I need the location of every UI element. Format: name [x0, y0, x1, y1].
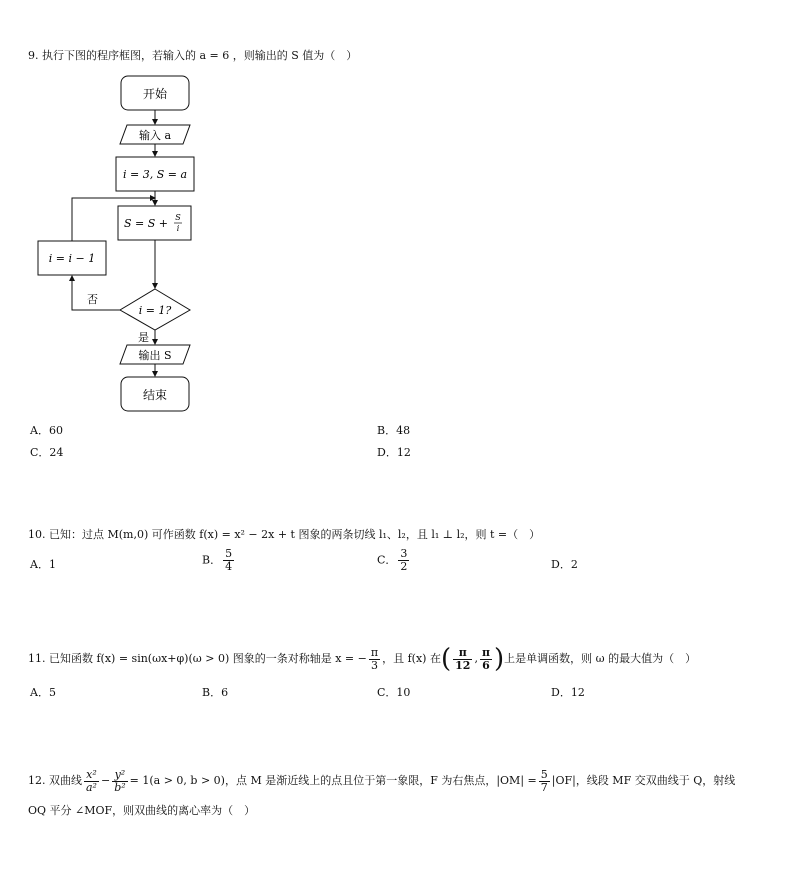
- q9-stem: 9. 执行下图的程序框图，若输入的 a = 6 ，则输出的 S 值为（ ）: [28, 49, 358, 62]
- q10-option-b-frac: [223, 548, 234, 573]
- q12-frac-y-den: b²: [114, 780, 126, 794]
- q10-option-a[interactable]: [30, 556, 56, 572]
- q11-frac-b-num: π: [481, 645, 490, 659]
- q10-option-d-value: 2: [570, 558, 578, 571]
- q10-option-b-num: 5: [225, 547, 233, 560]
- q10-option-c[interactable]: [377, 548, 411, 573]
- q12-frac-y-num: y²: [112, 769, 127, 782]
- q10-option-c-frac: [398, 548, 409, 573]
- q11-frac-pi3: [369, 647, 380, 672]
- q12-minus: −: [100, 774, 111, 787]
- flow-end-label: 结束: [142, 388, 168, 402]
- flow-start-label: 开始: [142, 87, 168, 101]
- q12-frac-57-den: 7: [540, 780, 548, 794]
- q12-text-3: |OF|，线段 MF 交双曲线于 Q，射线: [551, 774, 736, 787]
- flow-update-i-label: i = i − 1: [48, 252, 96, 265]
- flow-no-label: 否: [87, 293, 98, 306]
- q9-flowchart: [30, 70, 230, 415]
- flow-input-label: 输入 a: [138, 129, 172, 142]
- q10-option-b-den: 4: [225, 560, 233, 573]
- flow-update-s-num: S: [175, 213, 181, 222]
- q9-option-d[interactable]: D．12: [377, 446, 411, 459]
- q11-frac-pi3-den: 3: [370, 658, 378, 672]
- q11-option-c[interactable]: C．10: [377, 686, 411, 699]
- q11-frac-a: [453, 647, 472, 672]
- q11-text-3: 上是单调函数，则 ω 的最大值为（ ）: [504, 652, 697, 665]
- flow-output-label: 输出 S: [138, 349, 172, 362]
- q12-stem-line2: OQ 平分 ∠MOF，则双曲线的离心率为（ ）: [28, 804, 256, 817]
- q12-frac-x: [84, 769, 99, 794]
- q10-option-c-prefix: C．: [377, 553, 397, 567]
- q9-option-b[interactable]: B．48: [377, 424, 411, 437]
- q11-option-b[interactable]: B．6: [202, 686, 229, 699]
- q10-option-a-value: 1: [48, 558, 56, 571]
- q12-frac-57-num: 5: [540, 767, 548, 781]
- q10-option-c-num: 3: [400, 547, 408, 560]
- q12-text-2: = 1(a > 0, b > 0)，点 M 是渐近线上的点且位于第一象限，F 为右焦点，|OM| =: [129, 774, 537, 787]
- q10-option-b-prefix: B．: [202, 553, 222, 567]
- flow-update-s-label: S = S +: [124, 217, 168, 230]
- q10-option-c-den: 2: [400, 560, 408, 573]
- q9-option-c[interactable]: C．24: [30, 446, 64, 459]
- q11-option-a[interactable]: A．5: [30, 686, 56, 699]
- q11-frac-a-den: 12: [455, 658, 471, 672]
- q11-frac-pi3-num: π: [370, 645, 379, 659]
- q12-frac-57: [539, 769, 550, 794]
- flow-update-s-den: i: [176, 224, 180, 233]
- q12-text-1: 12. 双曲线: [28, 774, 82, 787]
- q11-option-d[interactable]: D．12: [551, 686, 585, 699]
- q10-option-d-prefix: D．: [551, 558, 571, 571]
- q12-frac-x-num: x²: [84, 769, 99, 782]
- q11-text-2: ，且 f(x) 在: [382, 652, 441, 665]
- q11-frac-a-num: π: [453, 647, 472, 660]
- q9-option-a[interactable]: A．60: [30, 424, 63, 437]
- flow-yes-label: 是: [138, 331, 149, 344]
- q10-option-b[interactable]: [202, 548, 236, 573]
- q11-stem: 11. 已知函数 f(x) = sin(ωx+φ)(ω > 0) 图象的一条对称轴是 x = − $\frac{\pi}{3}$ ，且 f(x) 在( $\frac{\pi}{12}$ , $\frac{\pi}{6}$ )上是单调函数，则 ω 的最大值为（ ）: [28, 644, 697, 674]
- q12-stem-line1: [28, 768, 735, 794]
- q10-option-a-prefix: A．: [30, 558, 49, 571]
- flow-init-label: i = 3, S = a: [122, 168, 188, 181]
- q12-frac-y: [112, 769, 127, 794]
- q10-option-d[interactable]: [551, 556, 578, 572]
- q11-frac-b: [480, 647, 492, 672]
- q10-stem: 10. 已知：过点 M(m,0) 可作函数 f(x) = x² − 2x + t 图象的两条切线 l₁、l₂，且 l₁ ⊥ l₂，则 t =（ ）: [28, 528, 541, 541]
- flow-cond-label: i = 1?: [138, 304, 172, 317]
- q11-text-1: 11. 已知函数 f(x) = sin(ωx+φ)(ω > 0) 图象的一条对称轴是 x = −: [28, 652, 367, 665]
- q11-frac-b-den: 6: [482, 658, 490, 672]
- q12-frac-x-den: a²: [86, 780, 97, 794]
